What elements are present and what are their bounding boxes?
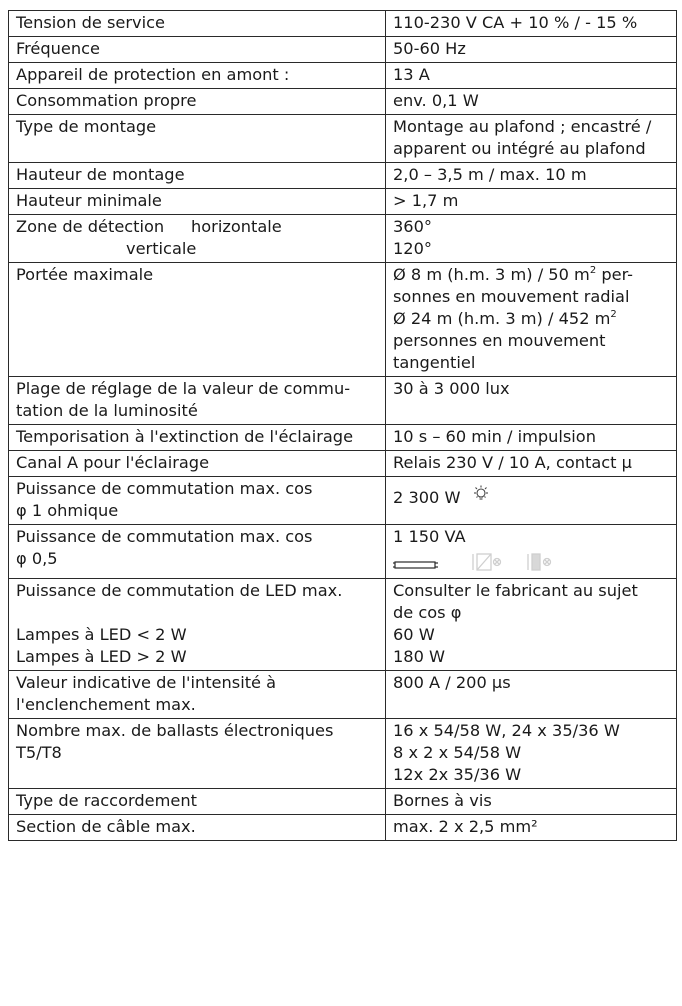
table-row — [9, 671, 677, 719]
spec-value: tangentiel — [393, 353, 476, 372]
label-cell — [9, 671, 386, 719]
spec-value: 180 W — [393, 647, 446, 666]
spec-label: tation de la luminosité — [16, 401, 198, 420]
value-cell — [386, 451, 677, 477]
spec-label: φ 1 ohmique — [16, 501, 119, 520]
lightbulb-icon — [471, 485, 491, 509]
spec-value: 2,0 – 3,5 m / max. 10 m — [393, 165, 587, 184]
spec-value: 12x 2x 35/36 W — [393, 765, 522, 784]
value-cell — [386, 425, 677, 451]
table-row — [9, 89, 677, 115]
value-cell — [386, 63, 677, 89]
value-cell — [386, 11, 677, 37]
label-cell — [9, 215, 386, 263]
spec-label: Tension de service — [16, 13, 165, 32]
value-cell — [386, 215, 677, 263]
spec-label: Puissance de commutation max. cos — [16, 479, 313, 498]
label-cell — [9, 719, 386, 789]
spec-value: 60 W — [393, 625, 435, 644]
table-row — [9, 377, 677, 425]
label-cell — [9, 11, 386, 37]
value-cell — [386, 37, 677, 63]
table-row — [9, 719, 677, 789]
spec-value: 50-60 Hz — [393, 39, 466, 58]
halogen-transformer-icon — [473, 554, 501, 570]
label-cell — [9, 815, 386, 841]
label-cell — [9, 89, 386, 115]
value-cell — [386, 719, 677, 789]
superscript: 2 — [589, 265, 597, 276]
spec-value: 10 s – 60 min / impulsion — [393, 427, 596, 446]
spec-label: Nombre max. de ballasts électroniques — [16, 721, 334, 740]
spec-value: Bornes à vis — [393, 791, 492, 810]
superscript: 2 — [610, 309, 617, 320]
spec-value: 110-230 V CA + 10 % / - 15 % — [393, 13, 638, 32]
table-row — [9, 37, 677, 63]
value-cell — [386, 477, 677, 525]
label-cell — [9, 263, 386, 377]
spec-label: Type de raccordement — [16, 791, 197, 810]
spec-value: 16 x 54/58 W, 24 x 35/36 W — [393, 721, 620, 740]
table-row — [9, 789, 677, 815]
spec-sublabel: horizontale — [191, 217, 282, 236]
table-row — [9, 215, 677, 263]
spec-label: Zone de détection — [16, 217, 165, 236]
table-row — [9, 63, 677, 89]
spec-label: Consommation propre — [16, 91, 197, 110]
spec-value: Ø 24 m (h.m. 3 m) / 452 m — [393, 309, 611, 328]
spec-label: Hauteur de montage — [16, 165, 185, 184]
spec-value: 30 à 3 000 lux — [393, 379, 510, 398]
spec-label: Temporisation à l'extinction de l'éclairage — [16, 427, 354, 446]
spec-value: 2 300 W — [393, 488, 461, 507]
spec-label: T5/T8 — [16, 743, 62, 762]
table-row — [9, 189, 677, 215]
label-cell — [9, 163, 386, 189]
value-cell — [386, 163, 677, 189]
spec-value: sonnes en mouvement radial — [393, 287, 630, 306]
label-cell — [9, 425, 386, 451]
label-cell — [9, 37, 386, 63]
value-cell — [386, 671, 677, 719]
spec-value: 13 A — [393, 65, 430, 84]
spec-sublabel: verticale — [126, 239, 197, 258]
value-cell — [386, 815, 677, 841]
label-cell — [9, 789, 386, 815]
spec-value: > 1,7 m — [393, 191, 459, 210]
table-row — [9, 425, 677, 451]
spec-table — [8, 10, 677, 841]
label-cell — [9, 451, 386, 477]
value-cell — [386, 789, 677, 815]
value-cell — [386, 263, 677, 377]
table-row — [9, 263, 677, 377]
spec-value: 1 150 VA — [393, 527, 466, 546]
spec-value: 800 A / 200 µs — [393, 673, 511, 692]
spec-label: Fréquence — [16, 39, 101, 58]
spec-value: 360° — [393, 217, 432, 236]
spec-label: Valeur indicative de l'intensité à — [16, 673, 277, 692]
spec-value: Montage au plafond ; encastré / — [393, 117, 652, 136]
table-row — [9, 525, 677, 579]
value-cell — [386, 579, 677, 671]
spec-label: Section de câble max. — [16, 817, 196, 836]
spec-label: Puissance de commutation de LED max. — [16, 581, 343, 600]
spec-label: Lampes à LED > 2 W — [16, 647, 187, 666]
value-cell — [386, 189, 677, 215]
spec-value: Consulter le fabricant au sujet — [393, 581, 638, 600]
table-row — [9, 163, 677, 189]
label-cell — [9, 115, 386, 163]
spec-value: env. 0,1 W — [393, 91, 479, 110]
value-cell — [386, 115, 677, 163]
label-cell — [9, 477, 386, 525]
spec-value: Relais 230 V / 10 A, contact µ — [393, 453, 632, 472]
fluorescent-tube-icon — [393, 562, 438, 568]
spec-value: apparent ou intégré au plafond — [393, 139, 646, 158]
table-row — [9, 579, 677, 671]
spec-value: max. 2 x 2,5 mm² — [393, 817, 538, 836]
lamp-icons — [393, 550, 671, 576]
spec-value: Ø 8 m (h.m. 3 m) / 50 m — [393, 265, 590, 284]
spec-label: Plage de réglage de la valeur de commu- — [16, 379, 351, 398]
spec-value: 8 x 2 x 54/58 W — [393, 743, 522, 762]
spec-label: Hauteur minimale — [16, 191, 162, 210]
electronic-transformer-icon — [528, 554, 551, 570]
label-cell — [9, 63, 386, 89]
value-cell — [386, 89, 677, 115]
table-row — [9, 451, 677, 477]
spec-value: 120° — [393, 239, 432, 258]
table-row — [9, 115, 677, 163]
spec-label: Lampes à LED < 2 W — [16, 625, 187, 644]
spec-value: de cos φ — [393, 603, 462, 622]
value-cell — [386, 525, 677, 579]
spec-label: Puissance de commutation max. cos — [16, 527, 313, 546]
spec-label: l'enclenchement max. — [16, 695, 196, 714]
spec-label: φ 0,5 — [16, 549, 58, 568]
value-cell — [386, 377, 677, 425]
spec-label: Type de montage — [16, 117, 157, 136]
label-cell — [9, 525, 386, 579]
table-row — [9, 477, 677, 525]
spec-label: Appareil de protection en amont : — [16, 65, 290, 84]
table-row — [9, 815, 677, 841]
spec-label: Portée maximale — [16, 265, 154, 284]
spec-value: personnes en mouvement — [393, 331, 606, 350]
spec-value: per- — [596, 265, 634, 284]
label-cell — [9, 189, 386, 215]
label-cell — [9, 377, 386, 425]
spec-label: Canal A pour l'éclairage — [16, 453, 210, 472]
table-row — [9, 11, 677, 37]
label-cell — [9, 579, 386, 671]
